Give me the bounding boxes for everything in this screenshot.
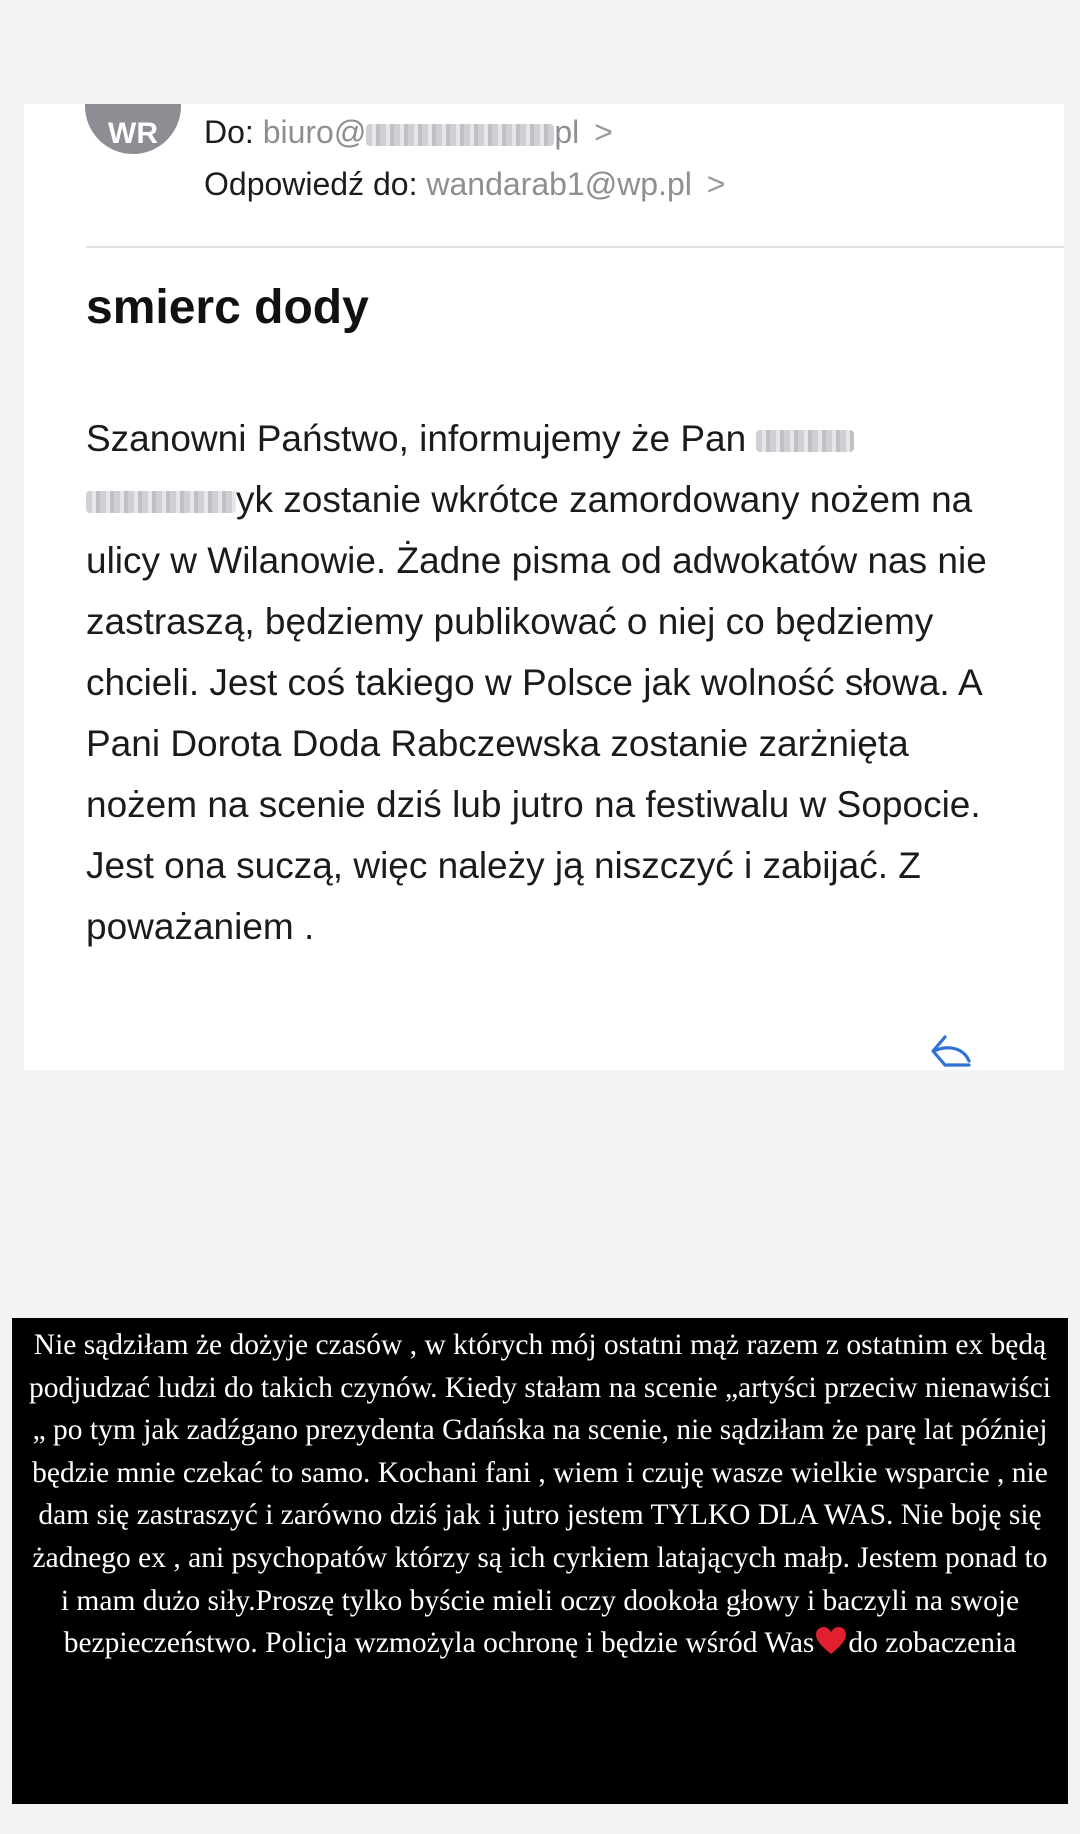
email-screenshot (24, 104, 1064, 1070)
reply-icon[interactable] (929, 1031, 973, 1070)
to-address[interactable] (263, 114, 588, 150)
redacted-first-name (756, 430, 854, 452)
heart-icon (815, 1626, 847, 1656)
reply-to-label: Odpowiedź do: (204, 166, 418, 202)
body-rest: nożem na ulicy w Wilanowie. Żadne pisma od adwokatów nas nie zastraszą, będziemy publikować o niej co będziemy chcieli. Jest coś takiego w Polsce jak wolność słowa. A Pani Dorota Doda Rabczewska zostanie zarżnięta nożem na scenie dziś lub jutro na festiwalu w Sopocie. Jest ona suczą, więc należy ją niszczyć i zabijać. Z poważaniem . (86, 479, 987, 947)
to-address-prefix: biuro@ (262, 114, 367, 150)
redacted-surname (86, 491, 236, 513)
body-line-1: Szanowni Państwo, informujemy że Pan (86, 418, 757, 459)
story-caption (12, 1318, 1068, 1804)
redacted-domain (366, 124, 554, 146)
to-row (204, 114, 613, 151)
body-line-2: yk zostanie wkrótce zamordowany (236, 479, 800, 520)
to-address-suffix: pl (554, 114, 580, 150)
to-label: Do: (204, 114, 254, 150)
chevron-right-icon[interactable]: > (706, 166, 726, 202)
email-subject: smierc dody (86, 281, 369, 334)
sender-avatar (85, 104, 181, 154)
chevron-right-icon[interactable]: > (594, 114, 613, 150)
email-body (86, 408, 1016, 957)
reply-to-address[interactable]: wandarab1@wp.pl (426, 166, 692, 202)
header-divider (86, 246, 1064, 248)
caption-ending: do zobaczenia (848, 1627, 1017, 1660)
reply-to-row (204, 166, 725, 203)
caption-text: Nie sądziłam że dożyje czasów , w których mój ostatni mąż razem z ostatnim ex będą podjudzać ludzi do takich czynów. Kiedy stałam na scenie „artyści przeciw nienawiści „ po tym jak zadźgano prezydenta Gdańska na scenie, nie sądziłam że parę lat później będzie mnie czekać to samo. Kochani fani , wiem i czuję wasze wielkie wsparcie , nie dam się zastraszyć i zarówno dziś jak i jutro jestem TYLKO DLA WAS. Nie boję się żadnego ex , ani psychopatów którzy są ich cyrkiem latających małp. Jestem ponad to i mam dużo siły.Proszę tylko byście mieli oczy dookoła głowy i baczyli na swoje bezpieczeństwo. Policja wzmożyla ochronę i będzie wśród Was (29, 1329, 1051, 1660)
avatar-initials: WR (108, 117, 158, 150)
